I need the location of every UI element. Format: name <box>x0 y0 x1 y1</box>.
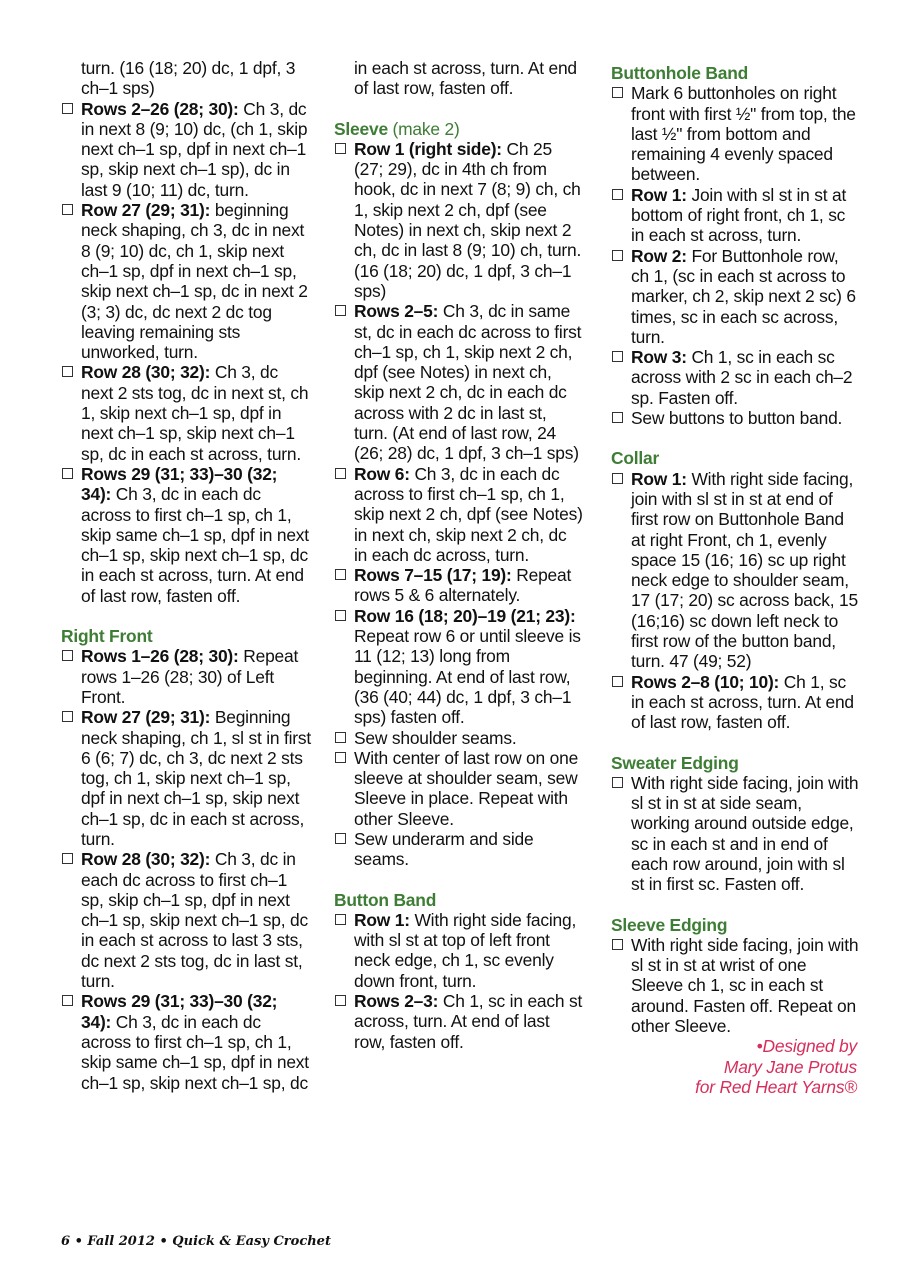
row-item <box>61 991 311 1092</box>
section-heading-collar: Collar <box>611 448 660 469</box>
section-heading-sweater-edging: Sweater Edging <box>611 752 739 773</box>
row-text: Ch 3, dc in each dc across to first ch–1 sp, ch 1, skip same ch–1 sp, dpf in next ch–1 sp, skip next ch–1 sp, dc in each st across, turn. At end of last row, fasten off. <box>81 484 309 606</box>
row-label: Row 2: <box>631 245 687 266</box>
section-heading-sleeve <box>334 119 584 139</box>
page-footer: 6 • Fall 2012 • Quick & Easy Crochet <box>61 1234 331 1249</box>
row-item <box>334 139 584 301</box>
row-label: Row 28 (30; 32): <box>81 362 211 383</box>
row-item <box>334 910 584 991</box>
row-text: Ch 3, dc in next 8 (9; 10) dc, (ch 1, skip next ch–1 sp, dpf in next ch–1 sp, skip next ch–1 sp), dc in last 9 (10; 11) dc, turn. <box>81 98 308 200</box>
credit-line: for Red Heart Yarns® <box>695 1076 857 1097</box>
checkbox-icon[interactable] <box>612 87 623 98</box>
row-label: Row 27 (29; 31): <box>81 200 211 221</box>
step-text: Sew shoulder seams. <box>354 727 517 748</box>
row-text: Ch 1, sc in each st across, turn. At end of last row, fasten off. <box>631 671 854 733</box>
row-text: For Buttonhole row, ch 1, (sc in each st across to marker, ch 2, skip next 2 sc) 6 times, sc in each sc across, turn. <box>631 245 856 347</box>
row-item <box>61 849 311 991</box>
checkbox-icon[interactable] <box>62 468 73 479</box>
column-middle <box>334 58 584 1052</box>
step-text: With center of last row on one sleeve at shoulder seam, sew Sleeve in place. Repeat with other Sleeve. <box>354 747 579 829</box>
checkbox-icon[interactable] <box>612 939 623 950</box>
row-text: Ch 25 (27; 29), dc in 4th ch from hook, dc in next 7 (8; 9) ch, ch 1, skip next 2 ch, dpf (see Notes) in next ch, skip next 2 ch, dc in last 8 (9; 10) ch, turn. (16 (18; 20) dc, 1 dpf, 3 ch–1 sps) <box>354 138 582 301</box>
row-label: Row 1: <box>631 468 687 489</box>
right-front-continued-text: in each st across, turn. At end of last row, fasten off. <box>354 58 577 99</box>
checkbox-icon[interactable] <box>335 732 346 743</box>
row-label: Row 1 (right side): <box>354 138 502 159</box>
checkbox-icon[interactable] <box>62 103 73 114</box>
checkbox-icon[interactable] <box>335 752 346 763</box>
row-text: Ch 3, dc in same st, dc in each dc across to first ch–1 sp, ch 1, skip next 2 ch, dpf (see Notes) in next ch, skip next 2 ch, dc in each dc across with 2 dc in last st, turn. (At end of last row, 24 (26; 28) dc, 1 dpf, 3 ch–1 sps) <box>354 301 582 464</box>
row-item <box>61 464 311 606</box>
row-text: Ch 1, sc in each sc across with 2 sc in each ch–2 sp. Fasten off. <box>631 347 853 408</box>
section-heading-sleeve-edging: Sleeve Edging <box>611 914 728 935</box>
step-text: Sew underarm and side seams. <box>354 828 534 870</box>
checkbox-icon[interactable] <box>335 143 346 154</box>
row-item <box>334 991 584 1052</box>
checkbox-icon[interactable] <box>335 610 346 621</box>
row-label: Rows 29 (31; 33)–30 (32; 34): <box>81 463 278 505</box>
row-label: Rows 2–8 (10; 10): <box>631 671 780 692</box>
column-right <box>611 58 861 1097</box>
step-text: With right side facing, join with sl st in st at wrist of one Sleeve ch 1, sc in each st around. Fasten off. Repeat on other Sleeve. <box>631 934 859 1037</box>
row-text: Ch 3, dc in each dc across to first ch–1 sp, ch 1, skip next 2 ch, dpf (see Notes) in next ch, skip next 2 ch, dc in each dc across, turn. <box>354 463 583 565</box>
checkbox-icon[interactable] <box>335 569 346 580</box>
row-item <box>61 99 311 200</box>
row-label: Rows 2–5: <box>354 301 439 322</box>
row-label: Rows 2–3: <box>354 991 439 1012</box>
credit-line: Mary Jane Protus <box>723 1056 857 1077</box>
row-label: Rows 2–26 (28; 30): <box>81 98 239 119</box>
row-text: Ch 3, dc next 2 sts tog, dc in next st, ch 1, skip next ch–1 sp, dpf in next ch–1 sp, skip next ch–1 sp, dc in each st across, turn. <box>81 362 309 464</box>
step-item <box>334 728 584 748</box>
left-front-continued-text: turn. (16 (18; 20) dc, 1 dpf, 3 ch–1 sps) <box>81 58 296 99</box>
step-text: Sew buttons to button band. <box>631 408 843 429</box>
row-label: Row 3: <box>631 347 687 368</box>
designer-credit <box>611 1036 861 1097</box>
step-item <box>334 748 584 829</box>
row-item <box>334 606 584 728</box>
checkbox-icon[interactable] <box>62 650 73 661</box>
checkbox-icon[interactable] <box>335 914 346 925</box>
row-item <box>611 185 861 246</box>
row-item <box>334 301 584 463</box>
checkbox-icon[interactable] <box>62 995 73 1006</box>
column-left <box>61 58 311 1093</box>
row-text: With right side facing, join with sl st in st at end of first row on Buttonhole Band at right Front, ch 1, evenly space 15 (16; 16) sc up right neck edge to shoulder seam, 17 (17; 20) sc across back, 15 (16;16) sc down left neck to first row of the button band, turn. 47 (49; 52) <box>631 468 858 672</box>
row-label: Row 6: <box>354 463 410 484</box>
row-text: Beginning neck shaping, ch 1, sl st in first 6 (6; 7) dc, ch 3, dc next 2 sts tog, ch 1, skip next ch–1 sp, dpf in next ch–1 sp, skip next ch–1 sp, dc in each st across, turn. <box>81 707 312 849</box>
checkbox-icon[interactable] <box>612 250 623 261</box>
checkbox-icon[interactable] <box>335 468 346 479</box>
checkbox-icon[interactable] <box>612 473 623 484</box>
checkbox-icon[interactable] <box>612 676 623 687</box>
checkbox-icon[interactable] <box>612 351 623 362</box>
checkbox-icon[interactable] <box>62 204 73 215</box>
row-item <box>334 464 584 565</box>
checkbox-icon[interactable] <box>62 711 73 722</box>
sleeve-heading-note: (make 2) <box>387 118 460 139</box>
step-text: Mark 6 buttonholes on right front with first ½" from top, the last ½" from bottom and remaining 4 evenly spaced between. <box>631 83 856 185</box>
row-item <box>61 200 311 362</box>
row-item <box>61 646 311 707</box>
step-item <box>611 408 861 428</box>
checkbox-icon[interactable] <box>335 833 346 844</box>
row-label: Row 28 (30; 32): <box>81 849 211 870</box>
row-label: Rows 1–26 (28; 30): <box>81 646 239 667</box>
credit-line: •Designed by <box>756 1036 857 1057</box>
row-label: Row 27 (29; 31): <box>81 707 211 728</box>
checkbox-icon[interactable] <box>612 412 623 423</box>
checkbox-icon[interactable] <box>62 853 73 864</box>
row-text: Ch 1, sc in each st across, turn. At end of last row, fasten off. <box>354 991 583 1052</box>
sleeve-heading-label: Sleeve <box>334 118 388 139</box>
row-label: Rows 29 (31; 33)–30 (32; 34): <box>81 991 278 1032</box>
step-text: With right side facing, join with sl st in st at side seam, working around outside edge, sc in each st and in end of each row around, join with sl st in first sc. Fasten off. <box>631 772 859 895</box>
checkbox-icon[interactable] <box>612 189 623 200</box>
checkbox-icon[interactable] <box>612 777 623 788</box>
section-heading-buttonhole-band: Buttonhole Band <box>611 63 749 83</box>
row-label: Row 1: <box>631 184 687 205</box>
row-text: Ch 3, dc in each dc across to first ch–1 sp, skip ch–1 sp, dpf in next ch–1 sp, skip next ch–1 sp, dc in each st across to last 3 sts, dc next 2 sts tog, dc in last st, turn. <box>81 849 308 992</box>
step-item <box>611 773 861 895</box>
row-text: With right side facing, with sl st at top of left front neck edge, ch 1, sc evenly down front, turn. <box>354 909 577 991</box>
step-item <box>611 935 861 1036</box>
checkbox-icon[interactable] <box>335 305 346 316</box>
row-label: Row 1: <box>354 909 410 930</box>
row-item <box>61 362 311 463</box>
step-item <box>334 829 584 870</box>
checkbox-icon[interactable] <box>62 366 73 377</box>
row-text: Repeat row 6 or until sleeve is 11 (12; 13) long from beginning. At end of last row, (36 (40; 44) dc, 1 dpf, 3 ch–1 sps) fasten off. <box>354 626 581 728</box>
row-item <box>611 469 861 672</box>
row-item <box>334 565 584 606</box>
section-heading-button-band: Button Band <box>334 889 437 910</box>
row-item <box>61 707 311 849</box>
row-text: beginning neck shaping, ch 3, dc in next 8 (9; 10) dc, ch 1, skip next ch–1 sp, dpf in next ch–1 sp, skip next ch–1 sp, dc in next 2 (3; 3) dc, dc next 2 dc tog leaving remaining sts unworked, turn. <box>81 200 308 363</box>
row-item <box>611 246 861 347</box>
row-item <box>611 347 861 408</box>
row-text: Repeat rows 5 & 6 alternately. <box>354 565 572 606</box>
row-text: Join with sl st in st at bottom of right front, ch 1, sc in each st across, turn. <box>631 184 847 246</box>
row-label: Rows 7–15 (17; 19): <box>354 565 512 586</box>
row-item <box>611 672 861 733</box>
row-text: Ch 3, dc in each dc across to first ch–1 sp, ch 1, skip same ch–1 sp, dpf in next ch–1 sp, skip next ch–1 sp, dc <box>81 1011 309 1093</box>
row-label: Row 16 (18; 20)–19 (21; 23): <box>354 605 576 626</box>
section-heading-right-front: Right Front <box>61 626 153 647</box>
step-item <box>611 83 861 184</box>
checkbox-icon[interactable] <box>335 995 346 1006</box>
row-text: Repeat rows 1–26 (28; 30) of Left Front. <box>81 646 299 707</box>
